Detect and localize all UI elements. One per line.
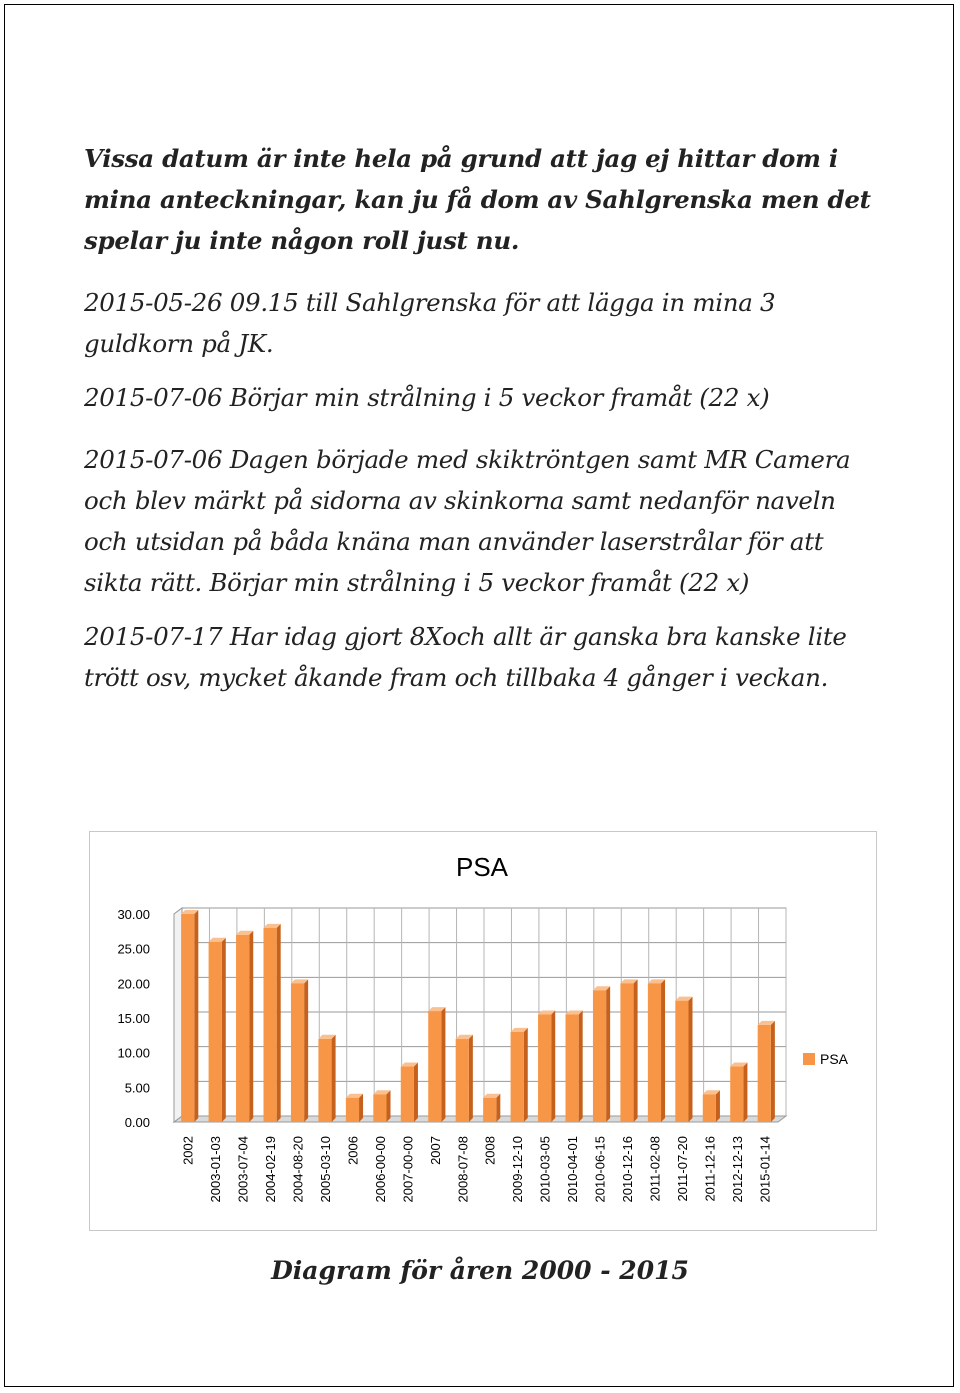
journal-entry-2015-07-06-a: 2015-07-06 Börjar min strålning i 5 veckor framåt (22 x) [84,383,770,412]
bar-side [194,910,198,1122]
x-tick-label: 2004-02-19 [263,1136,279,1203]
bar [511,1032,524,1122]
bar-side [524,1028,528,1122]
bar [373,1094,386,1122]
y-tick-label: 5.00 [124,1080,150,1096]
y-tick-label: 25.00 [117,941,150,957]
bar-side [716,1090,720,1122]
bar [264,928,277,1122]
bar-side [579,1011,583,1122]
y-tick-label: 30.00 [117,907,150,922]
x-tick-label: 2010-04-01 [565,1136,581,1203]
intro-note: Vissa datum är inte hela på grund att jag ej hittar dom i mina anteckningar, kan ju få dom av Sahlgrenska men det spelar ju inte någon roll just nu. [84,144,871,255]
y-tick-label: 15.00 [117,1011,150,1026]
bar [593,990,606,1122]
x-tick-label: 2008 [482,1136,498,1165]
x-tick-label: 2011-07-20 [674,1136,690,1202]
journal-entry-2015-07-17: 2015-07-17 Har idag gjort 8Xoch allt är ganska bra kanske lite trött osv, mycket åkande fram och tillbaka 4 gånger i veckan. [84,622,847,692]
x-tick-label: 2010-06-15 [592,1136,608,1203]
bar-side [359,1094,363,1122]
x-tick-label: 2011-12-16 [702,1136,718,1202]
legend-label: PSA [820,1051,849,1067]
bar-side [771,1021,775,1122]
bar [236,935,249,1122]
bar [209,942,222,1122]
bar [291,983,304,1122]
x-tick-label: 2008-07-08 [455,1136,471,1203]
x-tick-label: 2010-12-16 [620,1136,635,1203]
x-tick-label: 2002 [180,1136,196,1165]
bar [730,1067,743,1122]
x-tick-label: 2006-00-00 [372,1136,388,1203]
x-tick-label: 2007-00-00 [400,1136,416,1203]
x-tick-label: 2011-02-08 [647,1136,663,1202]
bar [346,1098,359,1122]
bar [318,1039,331,1122]
x-tick-label: 2004-08-20 [290,1136,306,1203]
bar [456,1039,469,1122]
bar [758,1025,771,1122]
psa-chart-svg [90,832,878,1232]
x-tick-label: 2015-01-14 [757,1136,773,1203]
bar [181,914,194,1122]
x-tick-label: 2006 [345,1136,361,1165]
bar [538,1015,551,1122]
bar-side [277,924,281,1122]
bar-side [551,1011,555,1122]
bar-side [441,1007,445,1122]
x-tick-label: 2007 [427,1136,443,1165]
x-tick-label: 2012-12-13 [729,1136,745,1203]
bar [648,983,661,1122]
x-tick-label: 2010-03-05 [537,1136,553,1203]
bar [566,1015,579,1122]
bar [483,1098,496,1122]
bar-side [661,979,665,1122]
x-tick-label: 2005-03-10 [318,1136,333,1203]
bar-side [469,1035,473,1122]
bar [620,983,633,1122]
chart-side-wall [174,908,182,1122]
journal-entry-2015-07-06-b: 2015-07-06 Dagen började med skiktröntgen samt MR Camera och blev märkt på sidorna av skinkorna samt nedanför naveln och utsidan på båda knäna man använder laserstrålar för att sikta rätt. Börjar min strålning i 5 veckor framåt (22 x) [84,445,851,597]
y-tick-label: 0.00 [124,1115,150,1130]
bar-side [743,1063,747,1122]
y-tick-label: 20.00 [117,976,150,992]
bar-side [332,1035,336,1122]
bar-side [249,931,253,1122]
journal-entry-2015-05-26: 2015-05-26 09.15 till Sahlgrenska för att lägga in mina 3 guldkorn på JK. [84,288,776,358]
x-tick-label: 2003-07-04 [235,1136,251,1203]
psa-chart [89,831,877,1231]
bar [428,1011,441,1122]
bar [703,1094,716,1122]
bar-side [606,986,610,1122]
bar [401,1067,414,1122]
legend-swatch [803,1053,815,1065]
chart-title: PSA [455,852,509,882]
chart-caption: Diagram för åren 2000 - 2015 [271,1256,689,1285]
bar [675,1001,688,1122]
y-tick-label: 10.00 [117,1045,150,1061]
bar-side [414,1063,418,1122]
bar-side [496,1094,500,1122]
bar-side [688,997,692,1122]
x-tick-label: 2009-12-10 [510,1136,526,1203]
bar-side [304,979,308,1122]
x-tick-label: 2003-01-03 [208,1136,224,1203]
bar-side [634,979,638,1122]
bar-side [222,938,226,1122]
bar-side [386,1090,390,1122]
